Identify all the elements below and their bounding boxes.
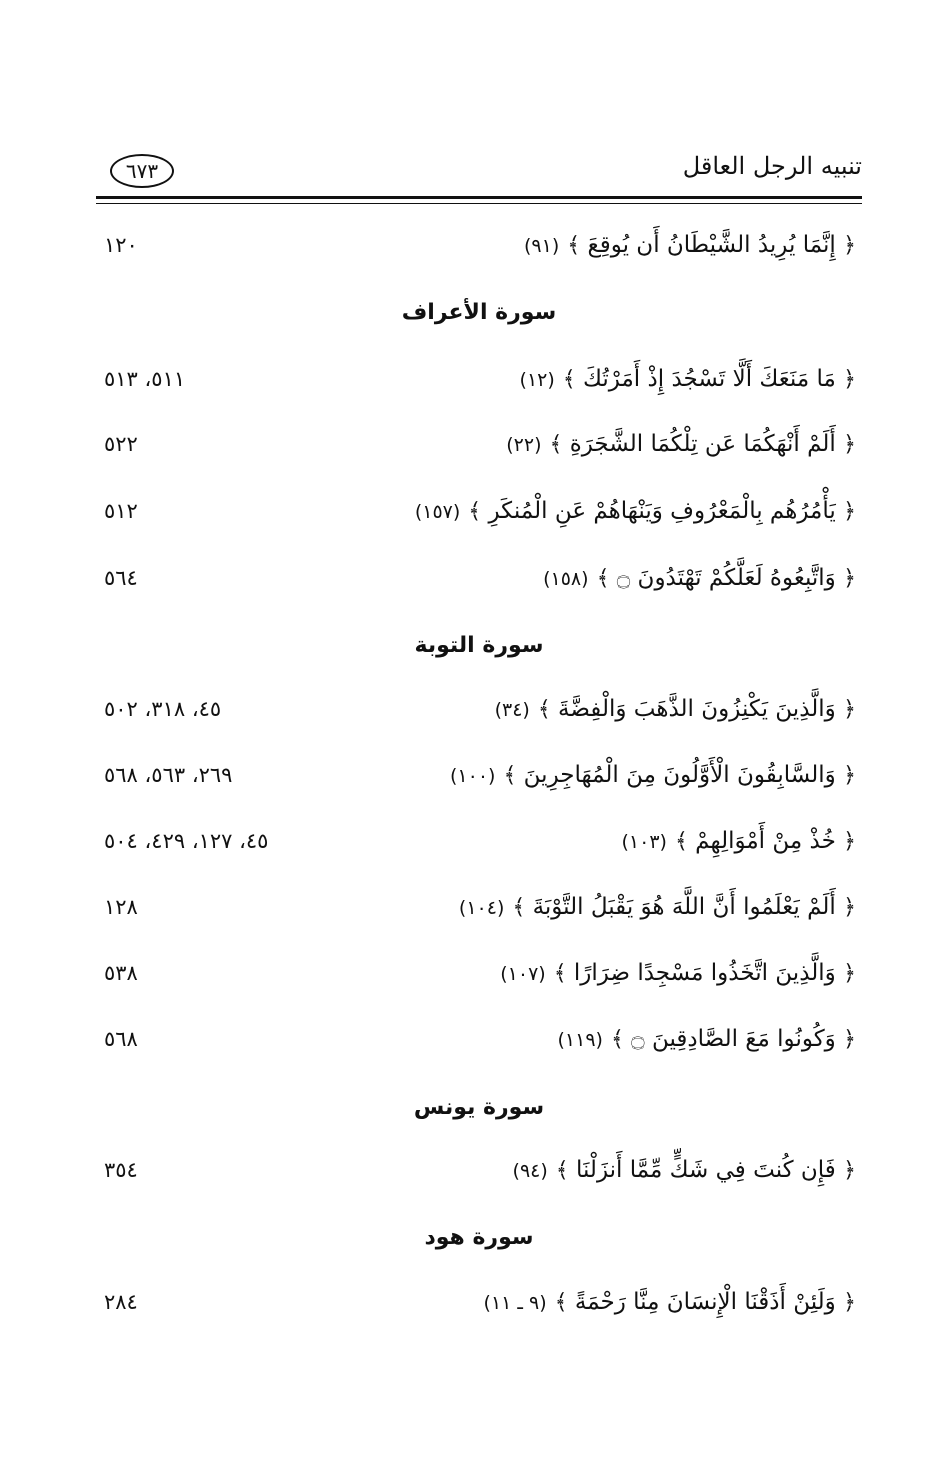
surah-heading: سورة الأعراف — [401, 300, 557, 325]
index-row — [96, 1279, 862, 1325]
verse-ref: (١٥٧) — [414, 501, 461, 523]
verse-text: ﴿ فَإِن كُنتَ فِي شَكٍّ مِّمَّا أَنزَلْنَا ﴾(٩٤) — [512, 1157, 856, 1183]
index-row — [96, 884, 862, 930]
verse-words: يَأْمُرُهُم بِالْمَعْرُوفِ وَيَنْهَاهُمْ عَنِ الْمُنكَرِ — [488, 498, 836, 524]
verse-words: أَلَمْ أَنْهَكُمَا عَن تِلْكُمَا الشَّجَرَةِ — [569, 431, 836, 457]
verse-ref: (٢٢) — [506, 434, 542, 456]
page-refs: ٥٦٨ — [104, 1027, 138, 1051]
index-row — [96, 222, 862, 268]
verse-words: وَاتَّبِعُوهُ لَعَلَّكُمْ تَهْتَدُونَ ۝ — [616, 565, 836, 591]
verse-words: خُذْ مِنْ أَمْوَالِهِمْ — [695, 828, 836, 854]
verse-text: ﴿ وَلَئِنْ أَذَقْنَا الْإِنسَانَ مِنَّا رَحْمَةً ﴾(٩ ـ ١١) — [483, 1289, 856, 1315]
verse-words: إِنَّمَا يُرِيدُ الشَّيْطَانُ أَن يُوقِعَ — [587, 232, 836, 258]
verse-text: ﴿ أَلَمْ أَنْهَكُمَا عَن تِلْكُمَا الشَّجَرَةِ ﴾(٢٢) — [506, 431, 856, 457]
verse-text: ﴿ وَالَّذِينَ اتَّخَذُوا مَسْجِدًا ضِرَارًا ﴾(١٠٧) — [500, 960, 856, 986]
page-refs: ١٢٨ — [104, 895, 138, 919]
page-refs: ١٢٠ — [104, 233, 138, 257]
verse-words: مَا مَنَعَكَ أَلَّا تَسْجُدَ إِذْ أَمَرْتُكَ — [583, 366, 836, 392]
verse-words: أَلَمْ يَعْلَمُوا أَنَّ اللَّهَ هُوَ يَقْبَلُ التَّوْبَةَ — [532, 894, 836, 920]
page-refs: ٤٥، ١٢٧، ٤٢٩، ٥٠٤ — [104, 829, 269, 853]
verse-ref: (٩١) — [524, 235, 560, 257]
page-refs: ٢٦٩، ٥٦٣، ٥٦٨ — [104, 763, 233, 787]
index-row — [96, 950, 862, 996]
page-refs: ٥١٢ — [104, 499, 138, 523]
index-row — [96, 1147, 862, 1193]
index-row — [96, 686, 862, 732]
verse-ref: (١٠٤) — [458, 897, 505, 919]
verse-text: ﴿ مَا مَنَعَكَ أَلَّا تَسْجُدَ إِذْ أَمَرْتُكَ ﴾(١٢) — [519, 366, 856, 392]
index-row — [96, 421, 862, 467]
verse-ref: (٩ ـ ١١) — [483, 1292, 547, 1314]
page-refs: ٣٥٤ — [104, 1158, 138, 1182]
verse-words: وَلَئِنْ أَذَقْنَا الْإِنسَانَ مِنَّا رَحْمَةً — [574, 1289, 836, 1315]
verse-text: ﴿ وَكُونُوا مَعَ الصَّادِقِينَ ۝ ﴾(١١٩) — [557, 1026, 856, 1052]
page-refs: ٥٦٤ — [104, 566, 138, 590]
index-row — [96, 356, 862, 402]
page-refs: ٥٣٨ — [104, 961, 138, 985]
book-title: تنبيه الرجل العاقل — [682, 152, 862, 180]
verse-ref: (٩٤) — [512, 1160, 548, 1182]
verse-text: ﴿ إِنَّمَا يُرِيدُ الشَّيْطَانُ أَن يُوقِعَ ﴾(٩١) — [524, 232, 856, 258]
surah-heading: سورة التوبة — [414, 633, 544, 658]
verse-ref: (٣٤) — [494, 699, 530, 721]
verse-text: ﴿ يَأْمُرُهُم بِالْمَعْرُوفِ وَيَنْهَاهُمْ عَنِ الْمُنكَرِ ﴾(١٥٧) — [414, 498, 856, 524]
verse-ref: (١٠٧) — [500, 963, 546, 985]
verse-text: ﴿ وَالَّذِينَ يَكْنِزُونَ الذَّهَبَ وَالْفِضَّةَ ﴾(٣٤) — [494, 696, 856, 722]
verse-ref: (١٠٠) — [450, 765, 496, 787]
index-row — [96, 818, 862, 864]
verse-words: فَإِن كُنتَ فِي شَكٍّ مِّمَّا أَنزَلْنَا — [575, 1157, 836, 1183]
page-refs: ٥١١، ٥١٣ — [104, 367, 186, 391]
header-rule-thick — [96, 196, 862, 199]
surah-heading: سورة يونس — [413, 1095, 545, 1120]
header-rule-thin — [96, 203, 862, 204]
page-header — [96, 150, 862, 190]
verse-text: ﴿ وَاتَّبِعُوهُ لَعَلَّكُمْ تَهْتَدُونَ ۝ ﴾(١٥٨) — [543, 565, 856, 591]
page-refs: ٥٢٢ — [104, 432, 138, 456]
verse-ref: (١٥٨) — [543, 568, 589, 590]
surah-heading: سورة هود — [424, 1225, 534, 1250]
verse-text: ﴿ خُذْ مِنْ أَمْوَالِهِمْ ﴾(١٠٣) — [621, 828, 856, 854]
verse-words: وَالسَّابِقُونَ الْأَوَّلُونَ مِنَ الْمُهَاجِرِينَ — [523, 762, 836, 788]
page-refs: ٢٨٤ — [104, 1290, 138, 1314]
page-refs: ٤٥، ٣١٨، ٥٠٢ — [104, 697, 222, 721]
verse-ref: (١٢) — [519, 369, 555, 391]
index-row — [96, 488, 862, 534]
verse-ref: (١٠٣) — [621, 831, 667, 853]
verse-text: ﴿ وَالسَّابِقُونَ الْأَوَّلُونَ مِنَ الْمُهَاجِرِينَ ﴾(١٠٠) — [450, 762, 856, 788]
index-row — [96, 1016, 862, 1062]
verse-words: وَالَّذِينَ اتَّخَذُوا مَسْجِدًا ضِرَارًا — [573, 960, 836, 986]
page-number-badge: ٦٧٣ — [110, 154, 174, 188]
verse-text: ﴿ أَلَمْ يَعْلَمُوا أَنَّ اللَّهَ هُوَ يَقْبَلُ التَّوْبَةَ ﴾(١٠٤) — [458, 894, 856, 920]
verse-ref: (١١٩) — [557, 1029, 603, 1051]
verse-words: وَكُونُوا مَعَ الصَّادِقِينَ ۝ — [631, 1026, 836, 1052]
index-row — [96, 752, 862, 798]
verse-words: وَالَّذِينَ يَكْنِزُونَ الذَّهَبَ وَالْفِضَّةَ — [558, 696, 836, 722]
index-row — [96, 555, 862, 601]
